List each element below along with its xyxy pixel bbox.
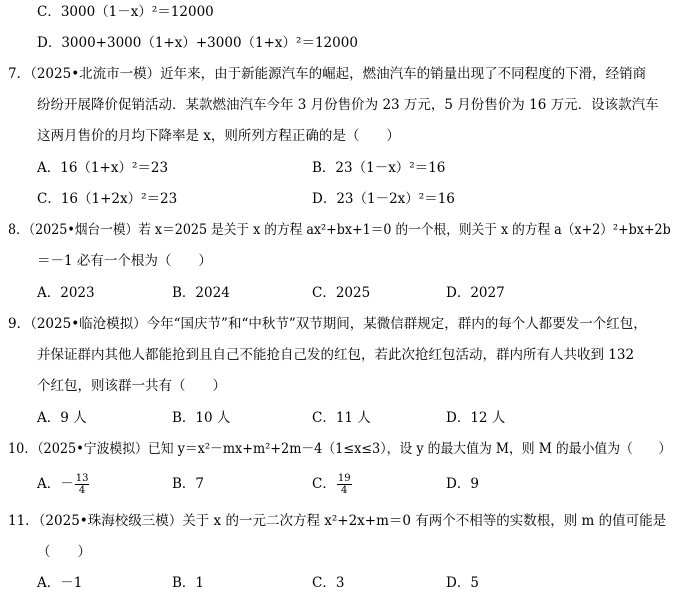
q10-option-c-fraction — [337, 473, 352, 496]
q11-option-a: A．－1 — [37, 575, 83, 591]
q9-stem-line2: 并保证群内其他人都能抢到且自己不能抢自己发的红包，若此次抢红包活动，群内所有人共收到 132 — [37, 347, 635, 363]
q7-option-c: C．16（1+2x）²＝23 — [37, 191, 178, 207]
q7-stem-line2: 纷纷开展降价促销活动．某款燃油汽车今年 3 月份售价为 23 万元，5 月份售价为 16 万元．设该款汽车 — [37, 97, 659, 113]
q10-option-b: B．7 — [172, 476, 205, 492]
q10-option-c-label: C． — [312, 476, 336, 492]
q6-option-d: D．3000+3000（1+x）+3000（1+x）²＝12000 — [37, 35, 358, 51]
q8-option-b: B．2024 — [172, 285, 230, 301]
q11-stem-line2: （ ） — [37, 544, 91, 560]
q10-option-a-numerator: 13 — [75, 473, 89, 484]
q7-option-b: B．23（1－x）²＝16 — [312, 160, 446, 176]
q7-option-d: D．23（1－2x）²＝16 — [312, 191, 455, 207]
q10-option-a-denominator: 4 — [78, 485, 86, 496]
q7-stem-line1: 7．（2025•北流市一模）近年来，由于新能源汽车的崛起，燃油汽车的销量出现了不同程度的下滑，经销商 — [8, 66, 647, 82]
q11-option-d: D．5 — [446, 575, 479, 591]
q8-option-c: C．2025 — [312, 285, 371, 301]
q6-option-c: C．3000（1－x）²＝12000 — [37, 4, 214, 20]
q11-option-c: C．3 — [312, 575, 345, 591]
q10-option-c-denominator: 4 — [341, 485, 348, 496]
q10-stem-line1: 10．（2025•宁波模拟）已知 y＝x²－mx+m²+2m－4（1≤x≤3），设 y 的最大值为 M，则 M 的最小值为（ ） — [8, 441, 672, 457]
q8-option-d: D．2027 — [446, 285, 505, 301]
q10-option-a-label: A．－ — [37, 476, 74, 492]
q10-option-c-numerator: 19 — [337, 473, 351, 484]
q11-stem-line1: 11．（2025•珠海校级三模）关于 x 的一元二次方程 x²+2x+m＝0 有两个不相等的实数根，则 m 的值可能是 — [8, 513, 667, 529]
q8-option-a: A．2023 — [37, 285, 95, 301]
q11-option-b: B．1 — [172, 575, 205, 591]
q7-option-a: A．16（1+x）²＝23 — [37, 160, 169, 176]
q9-option-d: D．12 人 — [446, 410, 506, 426]
q8-stem-line1: 8．（2025•烟台一模）若 x＝2025 是关于 x 的方程 ax²+bx+1＝0 的一个根，则关于 x 的方程 a（x+2）²+bx+2b — [8, 222, 671, 238]
q9-option-a: A．9 人 — [37, 410, 87, 426]
q10-option-a-fraction — [75, 473, 90, 496]
q10-option-a — [37, 473, 90, 496]
q7-stem-line3: 这两月售价的月均下降率是 x，则所列方程正确的是（ ） — [37, 128, 400, 144]
q8-stem-line2: ＝－1 必有一个根为（ ） — [37, 253, 212, 269]
q9-option-b: B．10 人 — [172, 410, 231, 426]
q9-option-c: C．11 人 — [312, 410, 371, 426]
q9-stem-line3: 个红包，则该群一共有（ ） — [37, 378, 226, 394]
q10-option-c — [312, 473, 353, 496]
q9-stem-line1: 9．（2025•临沧模拟）今年“国庆节”和“中秋节”双节期间，某微信群规定，群内的每个人都要发一个红包， — [8, 316, 647, 332]
q10-option-d: D．9 — [446, 476, 479, 492]
